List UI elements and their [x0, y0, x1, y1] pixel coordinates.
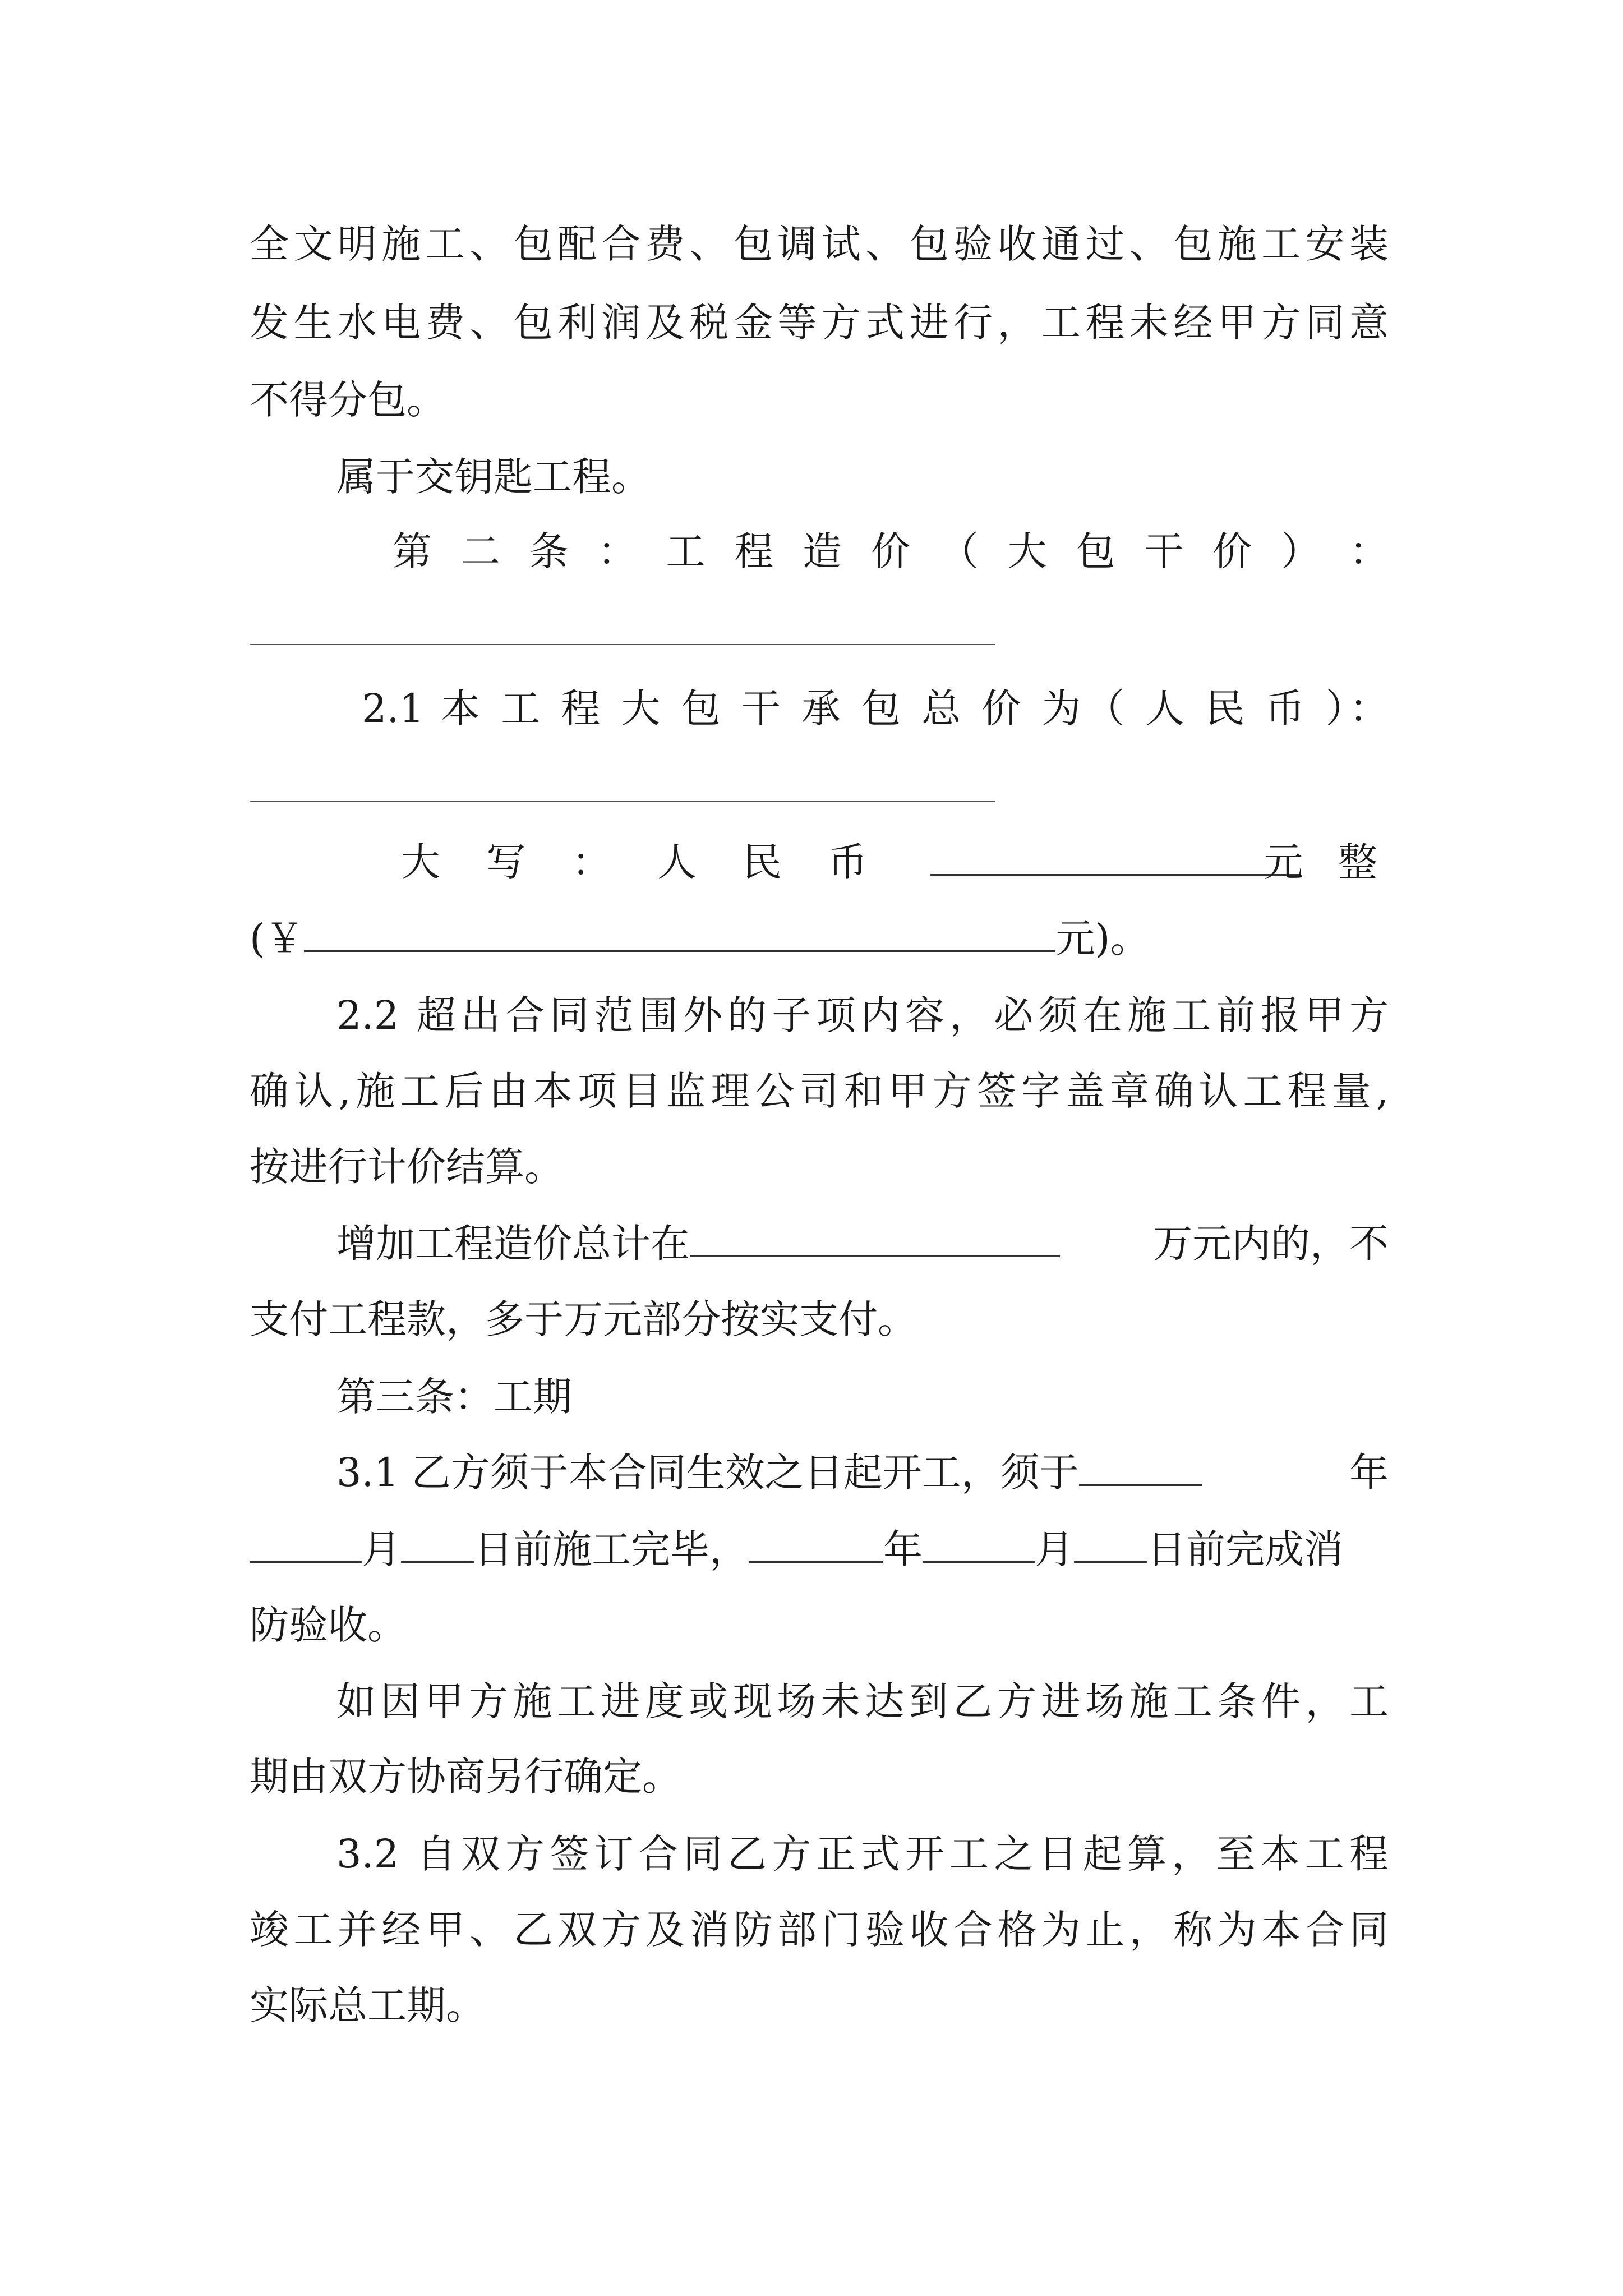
amount-figures-line: [250, 908, 1389, 969]
month-label: 月: [1035, 1526, 1074, 1572]
year-label: 年: [883, 1526, 923, 1572]
article-3-heading: 第三条：工期: [336, 1374, 572, 1420]
currency-close: 元)。: [1055, 915, 1150, 961]
currency-open: (￥: [250, 915, 305, 961]
text-line: 竣工并经甲、乙双方及消防部门验收合格为止，称为本合同: [250, 1907, 1389, 1953]
day-blank: [1074, 1526, 1147, 1563]
increase-line: [336, 1213, 1389, 1274]
schedule-line: [250, 1519, 1389, 1580]
text-line: 防验收。: [250, 1602, 407, 1648]
month-label: 月: [362, 1526, 401, 1572]
text-line: 按进行计价结算。: [250, 1144, 564, 1190]
text-line: 支付工程款，多于万元部分按实支付。: [250, 1296, 917, 1342]
blank-rule: [250, 801, 995, 802]
text-line: 期由双方协商另行确定。: [250, 1754, 681, 1800]
text-line: 实际总工期。: [250, 1982, 485, 2028]
month-blank: [923, 1526, 1035, 1563]
day-blank: [401, 1526, 474, 1563]
amount-figures-blank: [304, 915, 1055, 952]
amount-words-line: [401, 831, 1389, 893]
clause-3-1: [336, 1442, 1389, 1503]
clause-3-2: 3.2 自双方签订合同乙方正式开工之日起算，至本工程: [336, 1831, 1389, 1877]
clause-2-2: 2.2 超出合同范围外的子项内容，必须在施工前报甲方: [336, 992, 1389, 1038]
year-label: 年: [1349, 1450, 1389, 1496]
month-blank: [250, 1526, 362, 1563]
amount-words-blank: [930, 839, 1301, 876]
increase-blank: [690, 1221, 1060, 1257]
amount-words-unit: 元 整: [1264, 839, 1389, 885]
increase-text-end: 万元内的，不: [1153, 1221, 1389, 1267]
text-line: 不得分包。: [250, 377, 446, 423]
article-2-heading: 第 二 条 ： 工 程 造 价 （ 大 包 干 价 ） ：: [393, 528, 1389, 574]
schedule-text-end: 日前完成消: [1147, 1526, 1343, 1572]
text-line: 如因甲方施工进度或现场未达到乙方进场施工条件，工: [336, 1678, 1389, 1724]
blank-rule: [250, 644, 995, 645]
increase-text: 增加工程造价总计在: [336, 1221, 690, 1267]
text-line: 确认,施工后由本项目监理公司和甲方签字盖章确认工程量,: [250, 1068, 1389, 1114]
clause-3-1-text: 3.1 乙方须于本合同生效之日起开工，须于: [336, 1450, 1079, 1496]
amount-words-label: 大 写 ： 人 民 币: [401, 839, 884, 885]
year-blank: [1079, 1450, 1202, 1486]
clause-2-1: 2.1 本 工 程 大 包 干 承 包 总 价 为（ 人 民 币 ）：: [362, 685, 1389, 731]
text-line: 全文明施工、包配合费、包调试、包验收通过、包施工安装: [250, 221, 1389, 267]
text-line: 发生水电费、包利润及税金等方式进行，工程未经甲方同意: [250, 300, 1389, 346]
year-blank: [749, 1526, 883, 1563]
text-line: 属于交钥匙工程。: [336, 454, 651, 500]
schedule-text: 日前施工完毕，: [474, 1526, 749, 1572]
